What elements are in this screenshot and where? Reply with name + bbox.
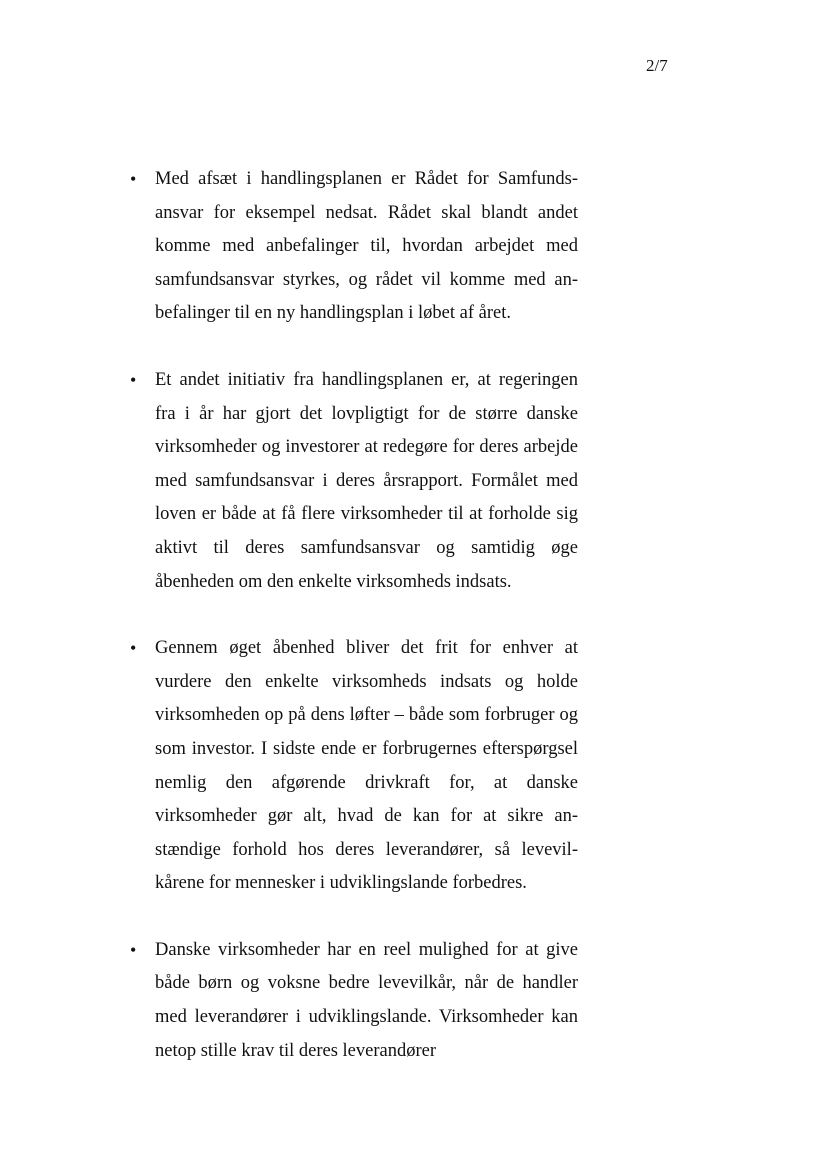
bullet-item-transparency	[126, 632, 578, 901]
bullet-text: Gennem øget åbenhed bliver det frit for enhver at vurdere den enkelte virksomheds indsats og holde virksomheden op på dens løfter – både som forbruger og som investor. I sidste ende er forbrugernes efterspørgsel nemlig den afgørende drivkraft for, at danske virksomheder gør alt, hvad de kan for at sikre anstændige forhold hos deres leverandører, så levevilkårene for mennesker i udviklingslande forbedres.	[155, 638, 578, 894]
bullet-item-legislation	[126, 364, 578, 599]
bullet-text: Et andet initiativ fra handlingsplanen er, at regeringen fra i år har gjort det lovpligtigt for de større danske virksomheder og investorer at redegøre for deres arbejde med samfundsansvar i deres årsrapport. Formålet med loven er både at få flere virksomheder til at forholde sig aktivt til deres samfundsansvar og samtidig øge åbenheden om den enkelte virksomheds indsats.	[155, 369, 578, 592]
bullet-icon: •	[130, 369, 137, 390]
bullet-text: Med afsæt i handlingsplanen er Rådet for Samfundsansvar for eksempel nedsat. Rådet skal blandt andet komme med anbefalinger til, hvordan arbejdet med samfundsansvar styrkes, og rådet vil komme med anbefalinger til en ny handlingsplan i løbet af året.	[155, 169, 578, 324]
bullet-icon: •	[130, 638, 137, 659]
bullet-item-suppliers	[126, 934, 578, 1068]
page-number: 2/7	[646, 56, 668, 75]
bullet-text: Danske virksomheder har en reel mulighed for at give både børn og voksne bedre levevilkår, når de handler med leverandører i udviklingslande. Virksomheder kan netop stille krav til deres leverandører	[155, 939, 578, 1061]
bullet-icon: •	[130, 939, 137, 960]
bullet-list	[126, 163, 586, 1068]
bullet-item-council	[126, 163, 578, 331]
bullet-icon: •	[130, 169, 137, 189]
